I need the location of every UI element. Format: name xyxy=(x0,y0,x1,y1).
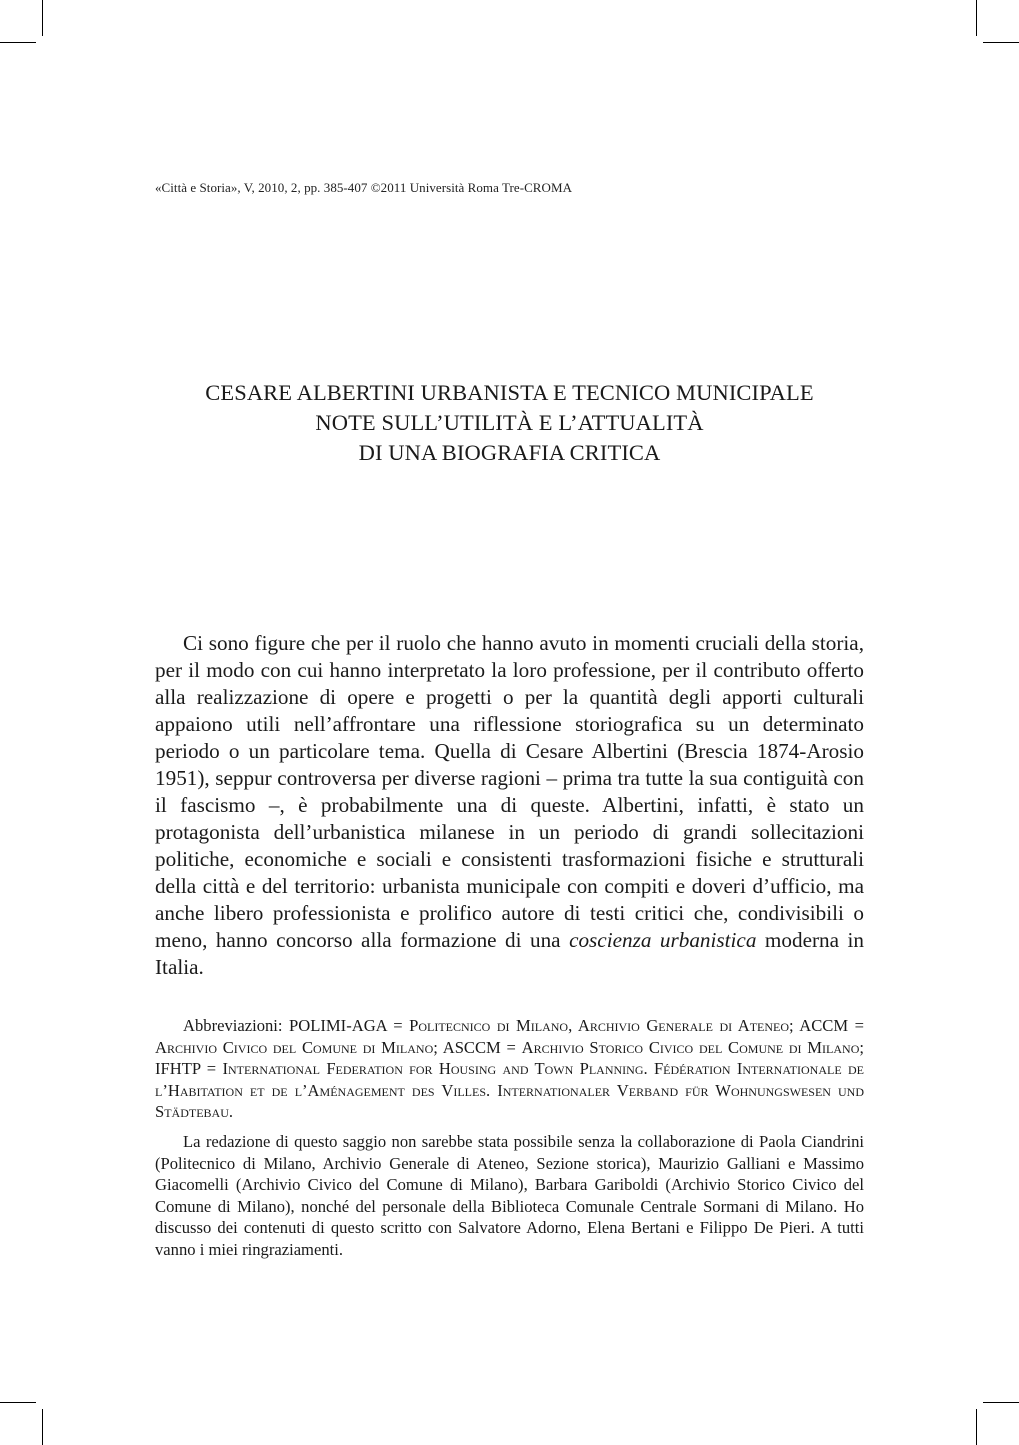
abbrev-separator: ; IFHTP = xyxy=(155,1037,864,1079)
abbrev-asccm: Archivio Storico Civico del Comune di Milano xyxy=(521,1037,860,1057)
crop-mark-bottom-right-vertical xyxy=(976,1409,977,1445)
crop-mark-top-left-horizontal xyxy=(0,42,36,43)
title-line: NOTE SULL’UTILITÀ E L’ATTUALITÀ xyxy=(315,410,704,435)
article-title xyxy=(150,378,869,468)
abbrev-ifhtp: International Federation for Housing and Town Planning. Fédération Internationale de l’Habitation et de l’Aménagement des Villes. Internationaler Verband für Wohnungswesen und Städtebau. xyxy=(155,1059,864,1122)
crop-mark-bottom-right-horizontal xyxy=(983,1402,1019,1403)
abbrev-separator: ; ASCCM = xyxy=(433,1037,522,1057)
crop-mark-bottom-left-horizontal xyxy=(0,1402,36,1403)
title-line: DI UNA BIOGRAFIA CRITICA xyxy=(358,440,661,465)
abbrev-accm: Archivio Civico del Comune di Milano xyxy=(155,1037,434,1057)
body-text-italic: coscienza urbanistica xyxy=(569,928,757,952)
body-text-end: moderna in Italia. xyxy=(155,928,864,979)
abbrev-lead: Abbreviazioni: POLIMI-AGA = xyxy=(183,1016,410,1035)
crop-mark-top-right-horizontal xyxy=(983,42,1019,43)
crop-mark-top-left-vertical xyxy=(42,0,43,36)
body-text-start: Ci sono figure che per il ruolo che hanno avuto in momenti cruciali della storia, per il modo con cui hanno interpretato la loro professione, per il contributo offerto alla realizzazione di opere e progetti o per la quantità degli apporti culturali appaiono utili nell’affrontare una riflessione storiografica su un determinato periodo o un particolare tema. Quella di Cesare Albertini (Brescia 1874-Arosio 1951), seppur controversa per diverse ragioni – prima tra tutte la sua contiguità con il fascismo –, è probabilmente una di queste. Albertini, infatti, è stato un protagonista dell’urbanistica milanese in un periodo di grandi sollecitazioni politiche, economiche e sociali e consistenti trasformazioni fisiche e strutturali della città e del territorio: urbanista municipale con compiti e doveri d’ufficio, ma anche libero professionista e prolifico autore di testi critici che, condivisibili o meno, hanno concorso alla formazione di una xyxy=(155,631,864,952)
crop-mark-top-right-vertical xyxy=(976,0,977,36)
footnote-abbreviations xyxy=(155,1015,864,1123)
body-paragraph xyxy=(155,630,864,981)
footnote-acknowledgements: La redazione di questo saggio non sarebbe stata possibile senza la collaborazione di Paola Ciandrini (Politecnico di Milano, Archivio Generale di Ateneo, Sezione storica), Maurizio Galliani e Massimo Giacomelli (Archivio Civico del Comune di Milano), Barbara Gariboldi (Archivio Storico Civico del Comune di Milano), nonché del personale della Biblioteca Comunale Centrale Sormani di Milano. Ho discusso dei contenuti di questo scritto con Salvatore Adorno, Elena Bertani e Filippo De Pieri. A tutti vanno i miei ringraziamenti. xyxy=(155,1132,864,1259)
running-header: «Città e Storia», V, 2010, 2, pp. 385-407 ©2011 Università Roma Tre-CROMA xyxy=(155,180,573,195)
title-line: CESARE ALBERTINI URBANISTA E TECNICO MUNICIPALE xyxy=(205,380,814,405)
abbrev-separator: ; ACCM = xyxy=(789,1016,864,1035)
crop-mark-bottom-left-vertical xyxy=(42,1409,43,1445)
abbrev-polimi: Politecnico di Milano, Archivio Generale di Ateneo xyxy=(409,1016,790,1035)
